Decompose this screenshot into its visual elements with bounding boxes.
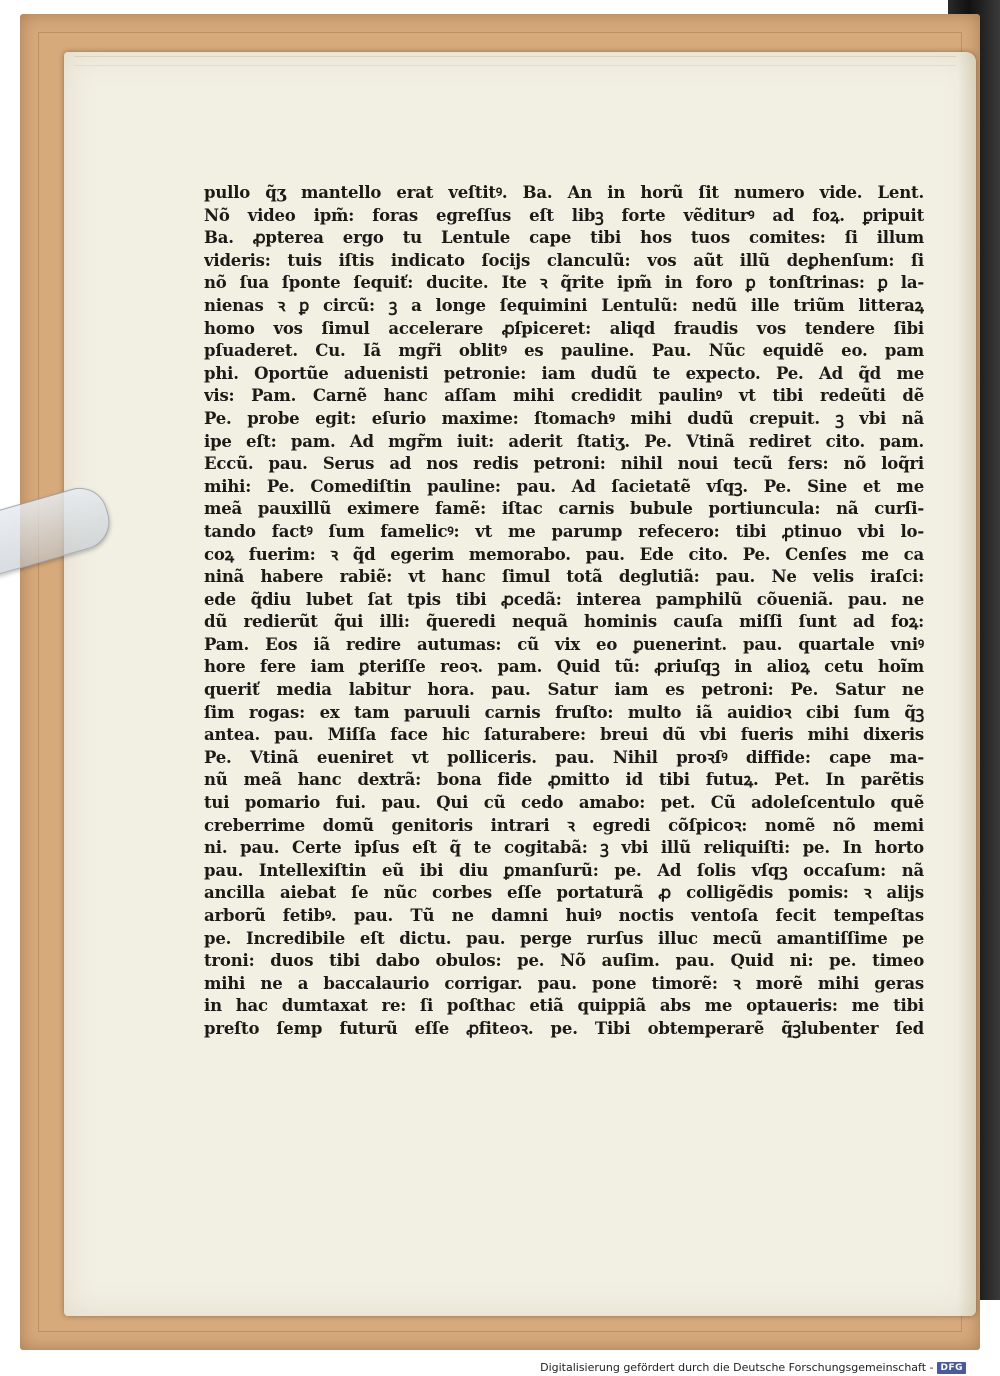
text-line: vis: Pam. Carnẽ hanc aſſam mihi credidit paulinꝰ vt tibi redeũti dẽ [204, 386, 924, 406]
text-line: queriť media labitur hora. pau. Satur iam es petroni: Pe. Satur ne [204, 680, 924, 700]
text-line: ipe eſt: pam. Ad mgr̃m iuit: aderit ſtatiʒ. Pe. Vtinã rediret cito. pam. [204, 431, 924, 451]
text-line: antea. pau. Miſſa face hic ſaturabere: breui dũ vbi fueris mihi dixeris [204, 725, 924, 745]
text-line: ni. pau. Certe ipſus eſt q̃ te cogitabã: ꝫ vbi illũ reliquiſti: pe. In horto [204, 838, 924, 858]
text-line: ninã habere rabiẽ: vt hanc ſimul totã deglutiã: pau. Ne velis iraſci: [204, 567, 924, 587]
text-line: mihi ne a baccalaurio corrigar. pau. pone timorẽ: ꝛ morẽ mihi geras [204, 973, 924, 993]
text-line: ede q̃diu lubet ſat tpis tibi ꝓcedã: interea pamphilũ cõueniã. pau. ne [204, 589, 924, 609]
page-edge [74, 56, 956, 66]
text-line: in hac dumtaxat re: ſi poſthac etiã quippiã abs me optaueris: me tibi [204, 996, 924, 1016]
text-line: homo vos ſimul accelerare ꝓſpiceret: aliqd fraudis vos tendere ſibi [204, 318, 924, 338]
page-fold [958, 52, 976, 1316]
text-line: pullo q̃ʒ mantello erat veſtitꝰ. Ba. An in horũ ſit numero vide. Lent. [204, 183, 924, 202]
text-line: tando factꝰ ſum famelicꝰ: vt me parump refecero: tibi ꝓtinuo vbi lo- [204, 521, 924, 541]
text-line: nũ meã hanc dextrã: bona fide ꝓmitto id tibi futuꝝ. Pet. In parẽtis [204, 770, 924, 790]
text-line: Eccũ. pau. Serus ad nos redis petroni: nihil noui tecũ fers: nõ loq̃ri [204, 454, 924, 474]
text-line: pſuaderet. Cu. Iã mgr̃i oblitꝰ es pauline. Pau. Nũc equidẽ eo. pam [204, 341, 924, 361]
text-line: arborũ fetibꝰ. pau. Tũ ne damni huiꝰ noctis ventoſa fecit tempeſtas [204, 906, 924, 925]
text-line: mihi: Pe. Comediſtin pauline: pau. Ad ſacietatẽ vſqꝫ. Pe. Sine et me [204, 476, 924, 496]
text-line: Ba. ꝓpterea ergo tu Lentule cape tibi hos tuos comites: ſi illum [204, 228, 924, 248]
text-line: nienas ꝛ ꝑ circũ: ꝫ a longe ſequimini Lentulũ: nedũ ille triũm litteraꝝ [204, 295, 924, 315]
manuscript-page [64, 52, 976, 1316]
dfg-logo: DFG [937, 1362, 966, 1374]
text-block [204, 182, 924, 1041]
text-line: ſim rogas: ex tam paruuli carnis fruſto: multo iã auidioꝛ cibi ſum q̃ꝫ [204, 702, 924, 722]
text-line: ancilla aiebat ſe nũc corbes eſſe portaturã ꝓ colligẽdis pomis: ꝛ alijs [204, 883, 924, 903]
text-line: Pe. Vtinã eueniret vt polliceris. pau. Nihil proꝛſꝰ diffide: cape ma- [204, 747, 924, 767]
text-line: meã pauxillũ eximere famẽ: iſtac carnis bubule portiuncula: nã curſi- [204, 499, 924, 519]
text-line: pe. Incredibile eſt dictu. pau. perge rurſus illuc mecũ amantiſſime pe [204, 928, 924, 948]
text-line: videris: tuis iſtis indicato ſocijs clanculũ: vos aũt illũ deꝑhenſum: ſi [204, 250, 924, 270]
text-line: tui pomario fui. pau. Qui cũ cedo amabo: pet. Cũ adoleſcentulo quẽ [204, 793, 924, 813]
text-line: creberrime domũ genitoris intrari ꝛ egredi cõſpicoꝛ: nomẽ nõ memi [204, 815, 924, 835]
text-line: nõ ſua ſponte ſequiť: ducite. Ite ꝛ q̃rite ipm̃ in foro ꝑ tonſtrinas: ꝑ la- [204, 273, 924, 293]
text-line: Pe. probe egit: eſurio maxime: ſtomachꝰ mihi dudũ crepuit. ꝫ vbi nã [204, 408, 924, 428]
text-line: pau. Intellexiſtin eũ ibi diu ꝑmanſurũ: pe. Ad ſolis vſqꝫ occaſum: nã [204, 860, 924, 880]
text-line: coꝝ fuerim: ꝛ q̃d egerim memorabo. pau. Ede cito. Pe. Cenſes me ca [204, 544, 924, 564]
text-line: troni: duos tibi dabo obulos: pe. Nõ auſim. pau. Quid ni: pe. timeo [204, 951, 924, 971]
text-line: dũ redierũt q̃ui illi: q̃ueredi nequã hominis cauſa miſſi ſunt ad foꝝ: [204, 612, 924, 632]
text-line: Nõ video ipm̃: foras egreſſus eſt libꝫ forte vẽditurꝰ ad foꝝ. ꝑripuit [204, 205, 924, 225]
text-line: Pam. Eos iã redire autumas: cũ vix eo ꝑuenerint. pau. quartale vniꝰ [204, 634, 924, 654]
footer-credit [540, 1361, 966, 1374]
text-line: phi. Oportũe aduenisti petronie: iam dudũ te expecto. Pe. Ad q̃d me [204, 363, 924, 383]
text-line: hore fere iam ꝑteriſſe reoꝛ. pam. Quid tũ: ꝓriuſqꝫ in alioꝝ cetu hoĩm [204, 657, 924, 677]
text-line: preſto ſemp futurũ eſſe ꝓfiteoꝛ. pe. Tibi obtemperarẽ q̃ꝫlubenter ſed [204, 1018, 924, 1038]
credit-text: Digitalisierung gefördert durch die Deutsche Forschungsgemeinschaft - [540, 1361, 934, 1374]
